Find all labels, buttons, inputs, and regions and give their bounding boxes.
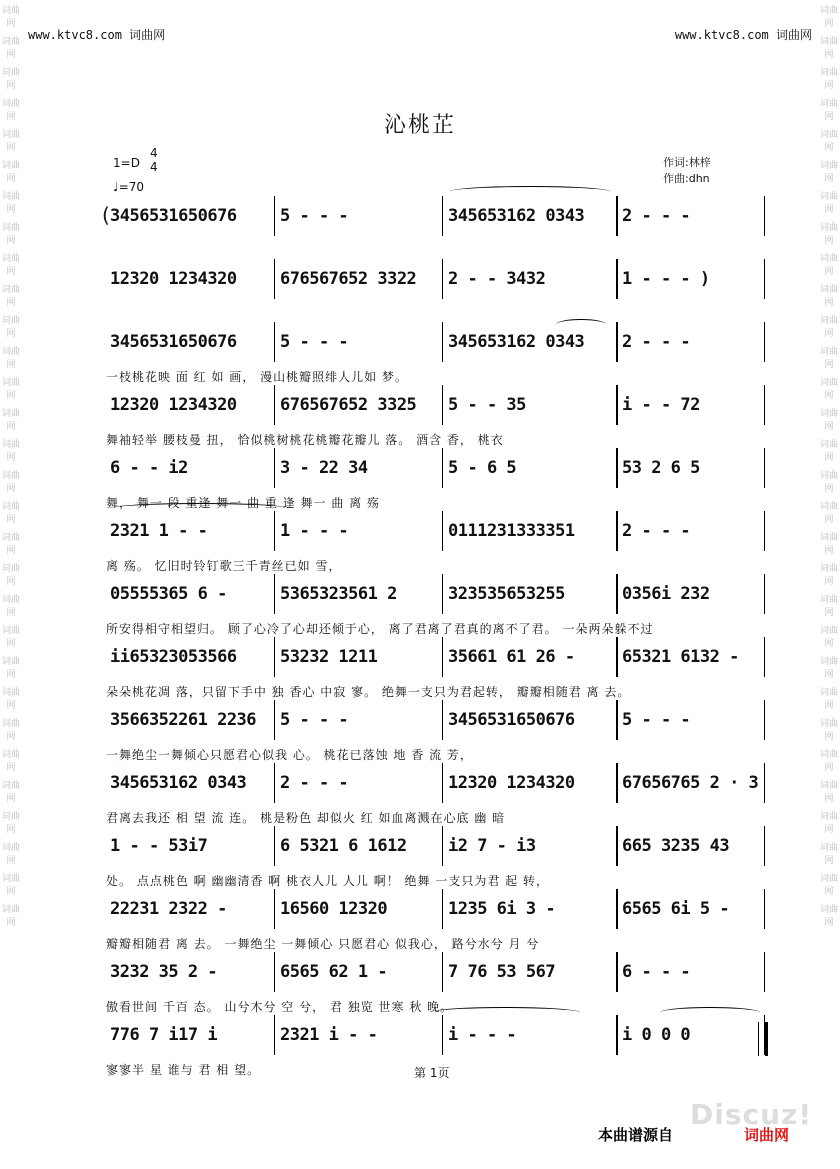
- side-watermark-text: 词曲网: [1, 471, 20, 494]
- side-watermark-text: 词曲网: [1, 843, 20, 866]
- measure: 16560 12320: [280, 899, 388, 919]
- score-row: [102, 830, 766, 864]
- side-watermark-text: 词曲网: [1, 99, 20, 122]
- side-watermark-text: 词曲网: [819, 533, 838, 556]
- measure: 65321 6132 -: [622, 647, 739, 667]
- lyric-line: 一舞绝尘一舞倾心只愿君心似我 心。 桃花已落蚀 地 香 流 芳，: [106, 748, 473, 762]
- score-row: [102, 1019, 766, 1053]
- measure: 6 5321 6 1612: [280, 836, 407, 856]
- measure: 2 - - -: [622, 521, 691, 541]
- side-watermark-text: 词曲网: [819, 440, 838, 463]
- discuz-watermark: Discuz!: [690, 1098, 813, 1131]
- side-watermark-text: 词曲网: [1, 905, 20, 928]
- side-watermark-text: 词曲网: [1, 161, 20, 184]
- barline: [764, 322, 765, 362]
- barline: [442, 700, 443, 740]
- barline: [764, 889, 765, 929]
- side-watermark-text: 词曲网: [819, 316, 838, 339]
- measure: 2321 i - -: [280, 1025, 378, 1045]
- measure: 3232 35 2 -: [110, 962, 218, 982]
- final-barline: [758, 1022, 768, 1056]
- measure: 67656765 2 · 3: [622, 773, 759, 793]
- lyric-line: 一枝桃花映 面 红 如 画， 漫山桃瓣照绯人儿如 梦。: [106, 370, 408, 384]
- side-watermark-text: 词曲网: [819, 874, 838, 897]
- measure: 3566352261 2236: [110, 710, 257, 730]
- side-watermark-text: 词曲网: [819, 626, 838, 649]
- slur-arc: [430, 1007, 580, 1018]
- side-watermark-text: 词曲网: [1, 378, 20, 401]
- measure: 12320 1234320: [448, 773, 575, 793]
- measure: 1 - - - ): [622, 269, 710, 289]
- side-watermark-text: 词曲网: [819, 905, 838, 928]
- footer-site-link[interactable]: 词曲网: [744, 1126, 790, 1144]
- measure: 2321 1 - -: [110, 521, 208, 541]
- barline: [274, 952, 275, 992]
- barline: [616, 448, 618, 488]
- barline: [764, 700, 765, 740]
- measure: i 0 0 0: [622, 1025, 691, 1045]
- side-watermark-text: 词曲网: [1, 285, 20, 308]
- barline: [442, 448, 443, 488]
- side-watermark-text: 词曲网: [819, 130, 838, 153]
- slur-arc: [660, 1007, 760, 1018]
- side-watermark-text: 词曲网: [1, 626, 20, 649]
- measure: 345653162 0343: [448, 206, 585, 226]
- measure: 35661 61 26 -: [448, 647, 575, 667]
- barline: [442, 574, 443, 614]
- barline: [274, 1015, 275, 1055]
- song-title: 沁桃芷: [383, 113, 456, 138]
- lyric-line: 所安得相守相望归。 顾了心冷了心却还倾于心， 离了君离了君真的离不了君。 一朵两朵躲不过: [106, 622, 654, 636]
- measure: 5 - 6 5: [448, 458, 517, 478]
- slur-arc: [450, 186, 610, 197]
- measure: 3 - 22 34: [280, 458, 368, 478]
- measure: 53232 1211: [280, 647, 378, 667]
- slur-arc: [110, 503, 290, 514]
- measure: 2 - - -: [622, 206, 691, 226]
- barline: [616, 763, 618, 803]
- barline: [442, 826, 443, 866]
- measure: 676567652 3325: [280, 395, 417, 415]
- measure: 3456531650676: [110, 332, 237, 352]
- barline: [764, 385, 765, 425]
- barline: [274, 763, 275, 803]
- barline: [764, 511, 765, 551]
- barline: [442, 196, 443, 236]
- side-watermark-text: 词曲网: [819, 285, 838, 308]
- barline: [616, 385, 618, 425]
- side-watermark-text: 词曲网: [1, 874, 20, 897]
- barline: [764, 952, 765, 992]
- side-watermark-text: 词曲网: [1, 533, 20, 556]
- key-signature: 1=D: [113, 156, 140, 170]
- time-bottom: 4: [150, 160, 158, 174]
- side-watermark-text: 词曲网: [1, 6, 20, 29]
- lyric-line: 君离去我还 相 望 流 连。 桃是粉色 却似火 红 如血离溅在心底 幽 暗: [106, 811, 506, 825]
- score-row: [102, 389, 766, 423]
- measure: 3456531650676: [448, 710, 575, 730]
- side-watermark-text: 词曲网: [819, 99, 838, 122]
- side-watermark-text: 词曲网: [1, 719, 20, 742]
- barline: [616, 259, 618, 299]
- lyric-line: 舞， 舞一 段 重逢 舞一 曲 重 逢 舞一 曲 离 殇: [106, 496, 380, 510]
- score-row: [102, 893, 766, 927]
- measure: 6565 62 1 -: [280, 962, 388, 982]
- lyric-line: 离 殇。 忆旧时铃钉歌三千青丝已如 雪，: [106, 559, 342, 573]
- barline: [442, 322, 443, 362]
- measure: 5365323561 2: [280, 584, 397, 604]
- measure: 676567652 3322: [280, 269, 417, 289]
- measure: 22231 2322 -: [110, 899, 227, 919]
- header-site-right[interactable]: www.ktvc8.com 词曲网: [674, 28, 812, 42]
- repeat-paren-open: (: [102, 203, 110, 227]
- barline: [274, 889, 275, 929]
- score-row: [102, 641, 766, 675]
- left-watermark-strip: [0, 0, 22, 1169]
- side-watermark-text: 词曲网: [819, 37, 838, 60]
- side-watermark-text: 词曲网: [819, 378, 838, 401]
- page-number: 第 1页: [414, 1066, 450, 1080]
- measure: 345653162 0343: [448, 332, 585, 352]
- measure: 3456531650676: [110, 206, 237, 226]
- barline: [274, 259, 275, 299]
- barline: [616, 511, 618, 551]
- lyric-line: 处。 点点桃色 啊 幽幽清香 啊 桃衣人儿 人儿 啊！ 绝舞 一支只为君 起 转，: [106, 874, 549, 888]
- measure: 12320 1234320: [110, 395, 237, 415]
- side-watermark-text: 词曲网: [819, 750, 838, 773]
- side-watermark-text: 词曲网: [1, 254, 20, 277]
- side-watermark-text: 词曲网: [819, 223, 838, 246]
- score-row: [102, 704, 766, 738]
- barline: [274, 322, 275, 362]
- side-watermark-text: 词曲网: [1, 564, 20, 587]
- side-watermark-text: 词曲网: [819, 719, 838, 742]
- measure: 1235 6i 3 -: [448, 899, 556, 919]
- side-watermark-text: 词曲网: [819, 843, 838, 866]
- side-watermark-text: 词曲网: [819, 161, 838, 184]
- measure: 05555365 6 -: [110, 584, 227, 604]
- barline: [442, 1015, 443, 1055]
- barline: [442, 952, 443, 992]
- tempo-marking: ♩=70: [113, 180, 144, 194]
- side-watermark-text: 词曲网: [1, 502, 20, 525]
- score-row: [102, 326, 766, 360]
- measure: 6 - - i2: [110, 458, 188, 478]
- barline: [274, 637, 275, 677]
- barline: [274, 448, 275, 488]
- side-watermark-text: 词曲网: [1, 688, 20, 711]
- right-watermark-strip: [818, 0, 840, 1169]
- barline: [616, 889, 618, 929]
- side-watermark-text: 词曲网: [819, 502, 838, 525]
- slur-arc: [556, 319, 606, 330]
- side-watermark-text: 词曲网: [1, 316, 20, 339]
- barline: [274, 196, 275, 236]
- side-watermark-text: 词曲网: [1, 595, 20, 618]
- side-watermark-text: 词曲网: [819, 409, 838, 432]
- lyric-line: 舞袖轻举 腰枝曼 扭， 恰似桃树桃花桃瓣花瓣儿 落。 酒含 香， 桃衣: [106, 433, 504, 447]
- measure: 6 - - -: [622, 962, 691, 982]
- measure: 5 - - -: [622, 710, 691, 730]
- barline: [764, 763, 765, 803]
- barline: [616, 1015, 618, 1055]
- side-watermark-text: 词曲网: [1, 657, 20, 680]
- barline: [616, 700, 618, 740]
- side-watermark-text: 词曲网: [819, 688, 838, 711]
- composer-credit: 作曲:dhn: [663, 172, 710, 185]
- measure: 1 - - -: [280, 521, 349, 541]
- measure: 0111231333351: [448, 521, 575, 541]
- barline: [616, 574, 618, 614]
- score-row: [102, 956, 766, 990]
- measure: 5 - - -: [280, 332, 349, 352]
- barline: [274, 826, 275, 866]
- measure: 2 - - 3432: [448, 269, 546, 289]
- side-watermark-text: 词曲网: [1, 347, 20, 370]
- measure: 6565 6i 5 -: [622, 899, 730, 919]
- barline: [442, 259, 443, 299]
- score-row: [102, 578, 766, 612]
- barline: [764, 826, 765, 866]
- time-top: 4: [150, 146, 158, 160]
- lyricist-credit: 作词:林梓: [663, 156, 711, 169]
- barline: [442, 637, 443, 677]
- side-watermark-text: 词曲网: [819, 6, 838, 29]
- side-watermark-text: 词曲网: [1, 750, 20, 773]
- lyric-line: 寥寥半 星 谁与 君 相 望。: [106, 1063, 261, 1077]
- measure: 345653162 0343: [110, 773, 247, 793]
- side-watermark-text: 词曲网: [1, 812, 20, 835]
- barline: [616, 322, 618, 362]
- side-watermark-text: 词曲网: [1, 409, 20, 432]
- score-row: [102, 515, 766, 549]
- measure: 776 7 i17 i: [110, 1025, 218, 1045]
- measure: 53 2 6 5: [622, 458, 700, 478]
- footer-source-label: 本曲谱源自: [598, 1126, 674, 1144]
- header-site-left[interactable]: www.ktvc8.com 词曲网: [28, 28, 166, 42]
- side-watermark-text: 词曲网: [819, 564, 838, 587]
- side-watermark-text: 词曲网: [1, 440, 20, 463]
- score-row: [102, 452, 766, 486]
- barline: [616, 826, 618, 866]
- barline: [616, 196, 618, 236]
- barline: [764, 574, 765, 614]
- side-watermark-text: 词曲网: [1, 130, 20, 153]
- score-row: [102, 263, 766, 297]
- barline: [616, 637, 618, 677]
- measure: 5 - - -: [280, 710, 349, 730]
- barline: [764, 637, 765, 677]
- measure: ii65323053566: [110, 647, 237, 667]
- measure: 1 - - 53i7: [110, 836, 208, 856]
- barline: [442, 385, 443, 425]
- barline: [274, 511, 275, 551]
- measure: 7 76 53 567: [448, 962, 556, 982]
- barline: [764, 448, 765, 488]
- side-watermark-text: 词曲网: [1, 68, 20, 91]
- measure: i2 7 - i3: [448, 836, 536, 856]
- measure: 0356i 232: [622, 584, 710, 604]
- lyric-line: 傲看世间 千百 态。 山兮木兮 空 兮， 君 独览 世寒 秋 晚。: [106, 1000, 454, 1014]
- barline: [274, 574, 275, 614]
- side-watermark-text: 词曲网: [819, 68, 838, 91]
- side-watermark-text: 词曲网: [819, 657, 838, 680]
- measure: 5 - - -: [280, 206, 349, 226]
- barline: [764, 196, 765, 236]
- measure: 323535653255: [448, 584, 565, 604]
- measure: 665 3235 43: [622, 836, 730, 856]
- side-watermark-text: 词曲网: [1, 781, 20, 804]
- side-watermark-text: 词曲网: [1, 37, 20, 60]
- measure: i - - -: [448, 1025, 517, 1045]
- barline: [616, 952, 618, 992]
- barline: [764, 259, 765, 299]
- side-watermark-text: 词曲网: [1, 192, 20, 215]
- barline: [442, 763, 443, 803]
- side-watermark-text: 词曲网: [819, 595, 838, 618]
- side-watermark-text: 词曲网: [819, 471, 838, 494]
- score-row: [102, 767, 766, 801]
- barline: [442, 511, 443, 551]
- time-signature: [150, 146, 158, 174]
- barline: [274, 385, 275, 425]
- measure: 2 - - -: [280, 773, 349, 793]
- measure: i - - 72: [622, 395, 700, 415]
- side-watermark-text: 词曲网: [819, 347, 838, 370]
- lyric-line: 朵朵桃花凋 落，只留下手中 独 香心 中寂 寥。 绝舞一支只为君起转， 瓣瓣相随君 离 去。: [106, 685, 631, 699]
- measure: 5 - - 35: [448, 395, 526, 415]
- score-row: [102, 200, 766, 234]
- side-watermark-text: 词曲网: [819, 812, 838, 835]
- lyric-line: 瓣瓣相随君 离 去。 一舞绝尘 一舞倾心 只愿君心 似我心， 路兮水兮 月 兮: [106, 937, 540, 951]
- side-watermark-text: 词曲网: [819, 254, 838, 277]
- side-watermark-text: 词曲网: [1, 223, 20, 246]
- barline: [442, 889, 443, 929]
- measure: 2 - - -: [622, 332, 691, 352]
- barline: [274, 700, 275, 740]
- measure: 12320 1234320: [110, 269, 237, 289]
- side-watermark-text: 词曲网: [819, 781, 838, 804]
- side-watermark-text: 词曲网: [819, 192, 838, 215]
